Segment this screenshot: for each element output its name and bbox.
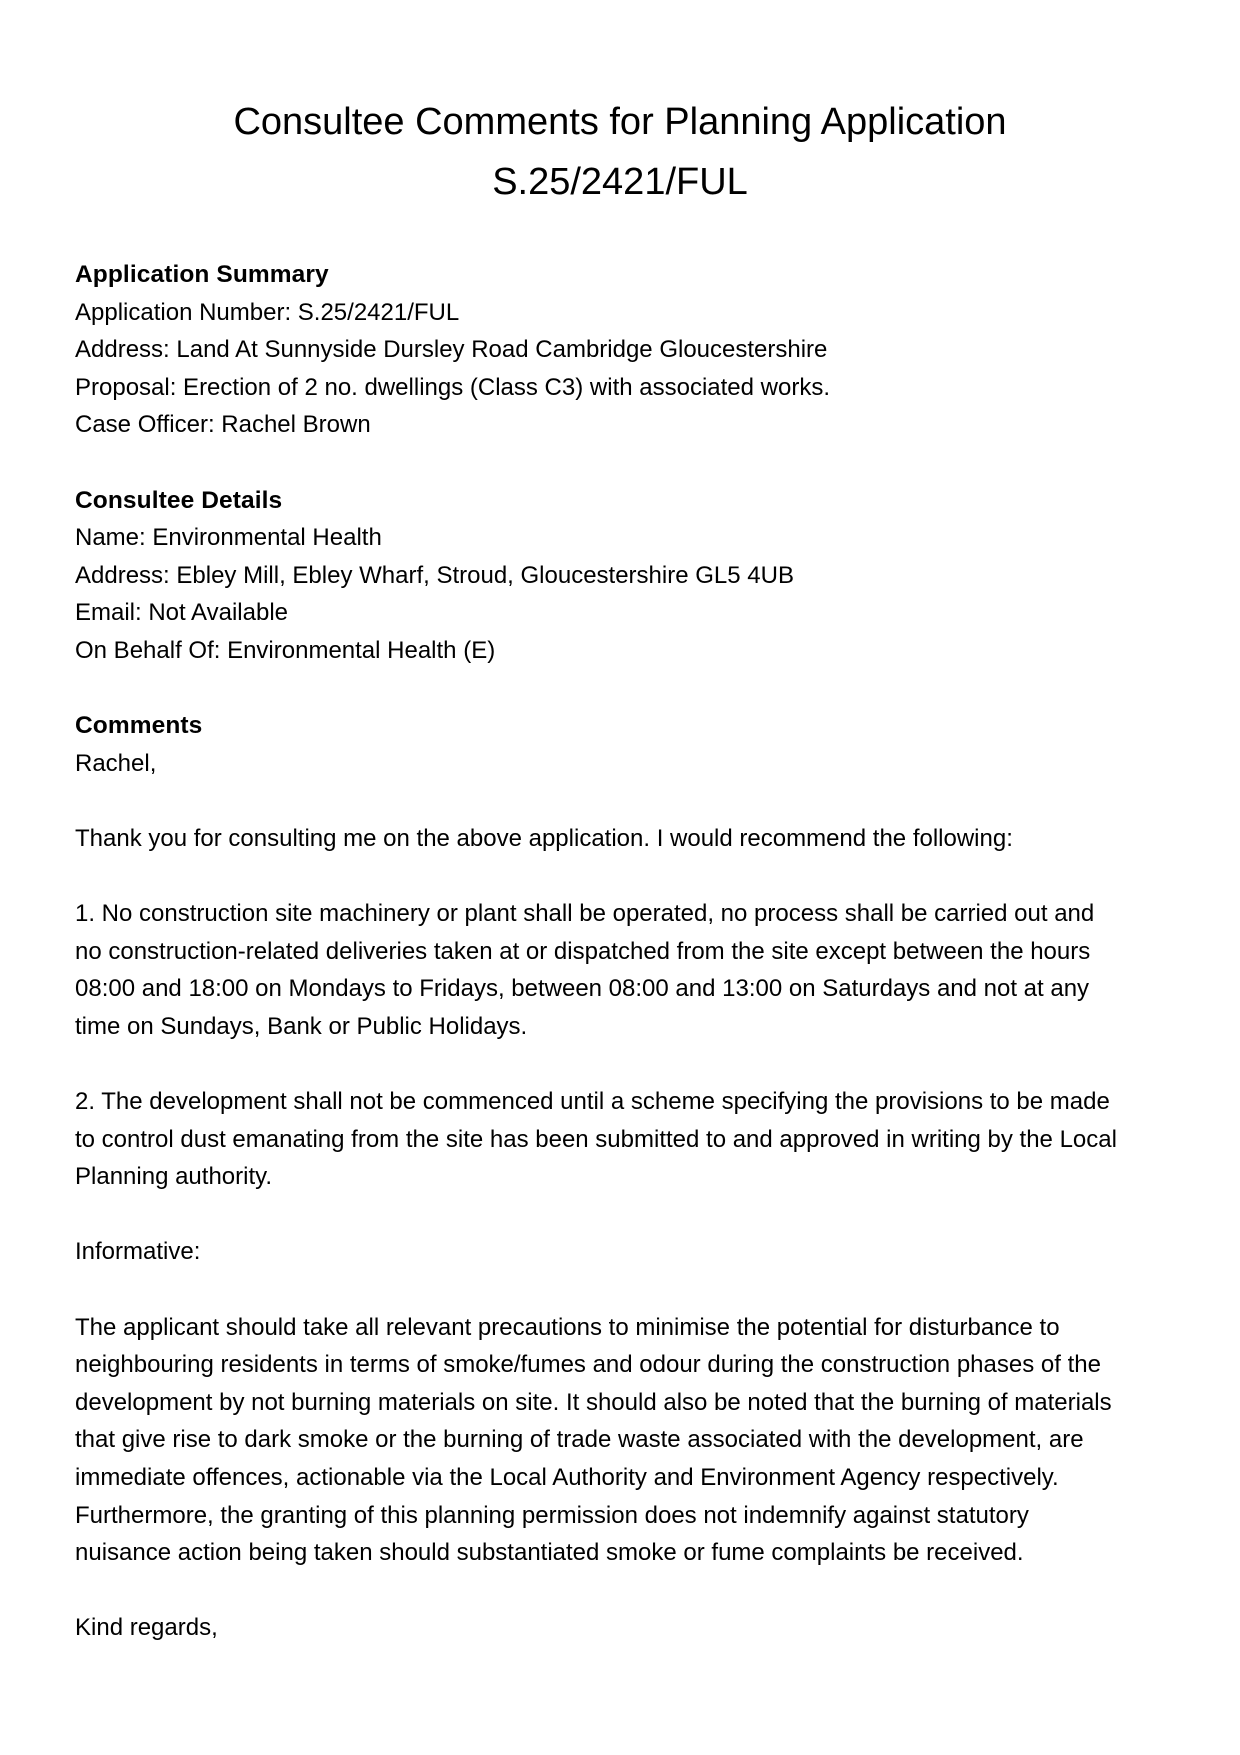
condition-1-line: 1. No construction site machinery or plant shall be operated, no process shall be carried out and: [75, 900, 1095, 928]
informative-line: immediate offences, actionable via the Local Authority and Environment Agency respectively.: [75, 1464, 1059, 1491]
page-title: [0, 92, 1240, 212]
informative-line: that give rise to dark smoke or the burning of trade waste associated with the development, are: [75, 1426, 1084, 1454]
sign-off: Kind regards,: [75, 1614, 218, 1642]
condition-2: [75, 1083, 1175, 1196]
informative-line: development by not burning materials on site. It should also be noted that the burning of materials: [75, 1388, 1112, 1416]
comments-salutation: Rachel,: [75, 749, 157, 777]
informative-line: neighbouring residents in terms of smoke/fumes and odour during the construction phases of the: [75, 1351, 1101, 1379]
condition-2-line: to control dust emanating from the site has been submitted to and approved in writing by the Local: [75, 1125, 1117, 1153]
application-address: Address: Land At Sunnyside Dursley Road Cambridge Gloucestershire: [75, 336, 828, 364]
condition-2-line: Planning authority.: [75, 1163, 273, 1191]
informative-label: Informative:: [75, 1238, 201, 1266]
condition-1-line: time on Sundays, Bank or Public Holidays.: [75, 1012, 528, 1040]
consultee-on-behalf-of: On Behalf Of: Environmental Health (E): [75, 636, 496, 664]
informative-text: [75, 1309, 1175, 1572]
informative-line: nuisance action being taken should substantiated smoke or fume complaints be received.: [75, 1539, 1024, 1567]
consultee-details-heading: Consultee Details: [75, 486, 283, 514]
application-summary-heading: Application Summary: [75, 261, 329, 288]
comments-section: [75, 707, 1175, 1647]
page-title-line-2: S.25/2421/FUL: [492, 161, 748, 203]
condition-1-line: 08:00 and 18:00 on Mondays to Fridays, between 08:00 and 13:00 on Saturdays and not at any: [75, 975, 1090, 1003]
condition-1: [75, 895, 1175, 1045]
application-number: Application Number: S.25/2421/FUL: [75, 298, 460, 326]
consultee-name: Name: Environmental Health: [75, 524, 382, 552]
case-officer: Case Officer: Rachel Brown: [75, 411, 371, 439]
comments-intro: Thank you for consulting me on the above application. I would recommend the following:: [75, 824, 1013, 852]
informative-line: Furthermore, the granting of this planning permission does not indemnify against statutory: [75, 1501, 1029, 1529]
document-body: [75, 256, 1175, 1647]
comments-heading: Comments: [75, 712, 203, 740]
condition-1-line: no construction-related deliveries taken at or dispatched from the site except between the hours: [75, 937, 1091, 965]
application-summary-section: [75, 256, 1175, 444]
consultee-details-section: [75, 482, 1175, 670]
informative-line: The applicant should take all relevant precautions to minimise the potential for disturbance to: [75, 1313, 1060, 1341]
consultee-email: Email: Not Available: [75, 599, 288, 627]
consultee-address: Address: Ebley Mill, Ebley Wharf, Stroud, Gloucestershire GL5 4UB: [75, 561, 794, 589]
page-title-line-1: Consultee Comments for Planning Application: [233, 101, 1007, 143]
condition-2-line: 2. The development shall not be commenced until a scheme specifying the provisions to be made: [75, 1088, 1110, 1116]
application-proposal: Proposal: Erection of 2 no. dwellings (Class C3) with associated works.: [75, 373, 830, 401]
